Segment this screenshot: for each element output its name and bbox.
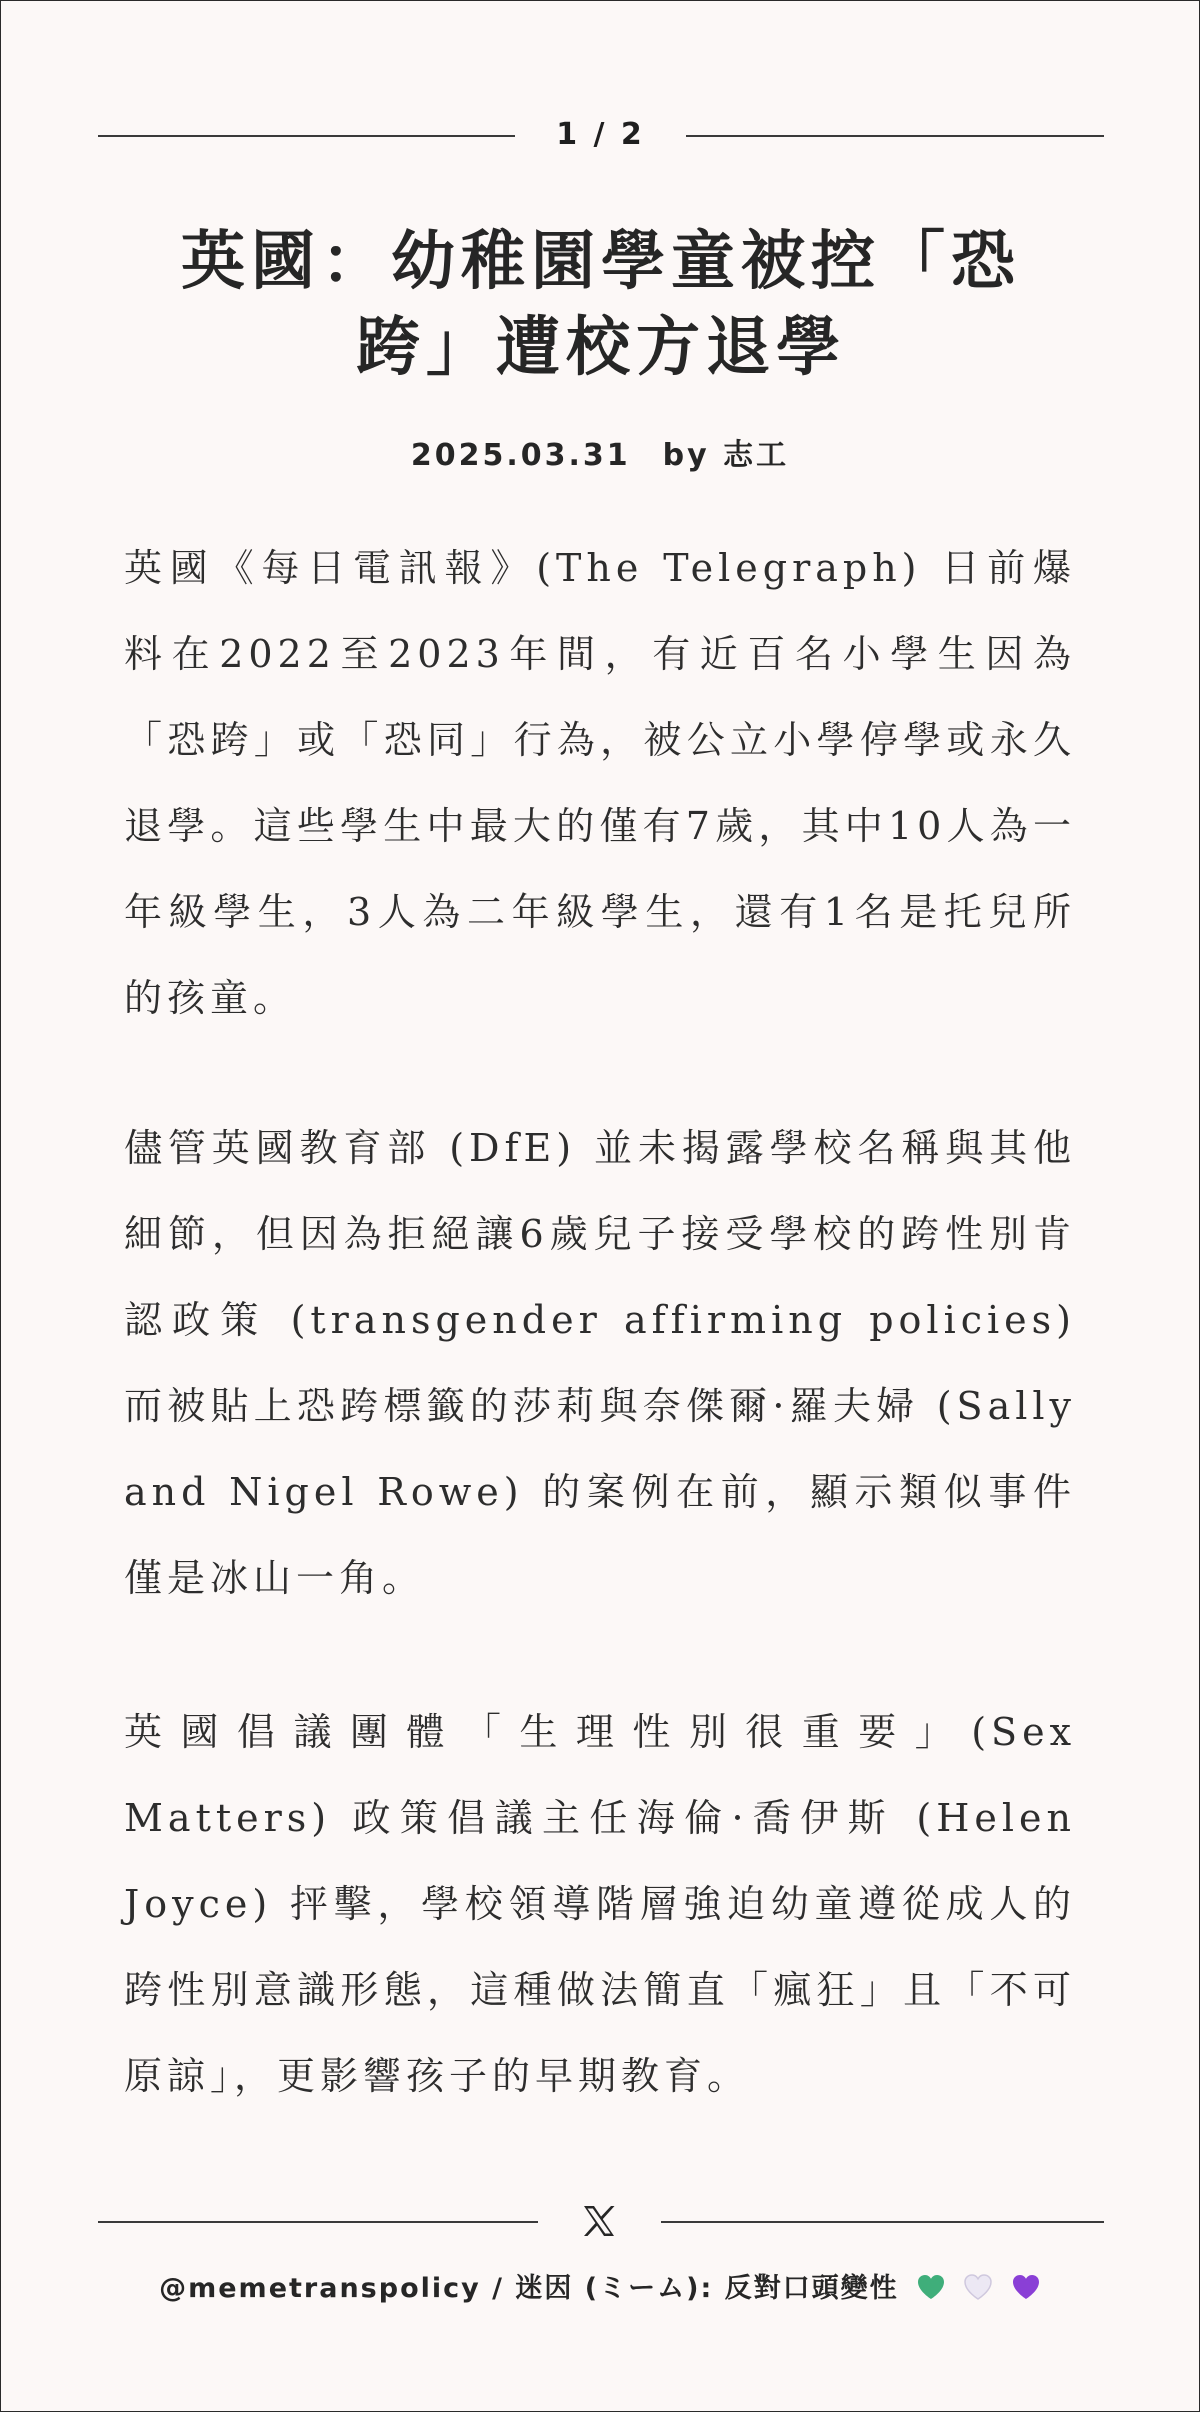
top-divider-left [98,135,515,137]
byline [1,433,1199,479]
account-handle: @memetranspolicy / 迷因 (ミーム): 反對口頭變性 [159,2273,899,2304]
article-paragraph-2: 儘管英國教育部 (DfE) 並未揭露學校名稱與其他細節，但因為拒絕讓6歲兒子接受學校的跨性別肯認政策 (transgender affirming policies) 而被貼上恐跨標籤的莎莉與奈傑爾·羅夫婦 (Sally and Nigel Rowe) 的案例在前，顯示類似事件僅是冰山一角。 [124,1126,1076,1600]
article-paragraph-3: 英國倡議團體「生理性別很重要」(Sex Matters) 政策倡議主任海倫·喬伊斯 (Helen Joyce) 抨擊，學校領導階層強迫幼童遵從成人的跨性別意識形態，這種做法簡直「瘋狂」且「不可原諒」，更影響孩子的早期教育。 [124,1710,1076,2098]
article-title: 英國：幼稚園學童被控「恐跨」遭校方退學 [181,225,1021,385]
page-indicator: 1 / 2 [556,117,645,152]
bottom-divider-left [98,2221,538,2223]
footer-credit [1,2267,1199,2311]
article-paragraph-1: 英國《每日電訊報》(The Telegraph) 日前爆料在2022至2023年間，有近百名小學生因為「恐跨」或「恐同」行為，被公立小學停學或永久退學。這些學生中最大的僅有7歲，其中10人為一年級學生，3人為二年級學生，還有1名是托兒所的孩童。 [124,546,1076,1020]
purple-heart-icon [1011,2273,1041,2301]
bottom-divider-right [661,2221,1104,2223]
top-divider-right [686,135,1104,137]
green-heart-icon [916,2273,946,2301]
x-logo-icon[interactable] [581,2203,617,2239]
white-heart-icon [963,2273,993,2301]
author: by 志工 [662,438,790,473]
publish-date: 2025.03.31 [410,438,631,473]
